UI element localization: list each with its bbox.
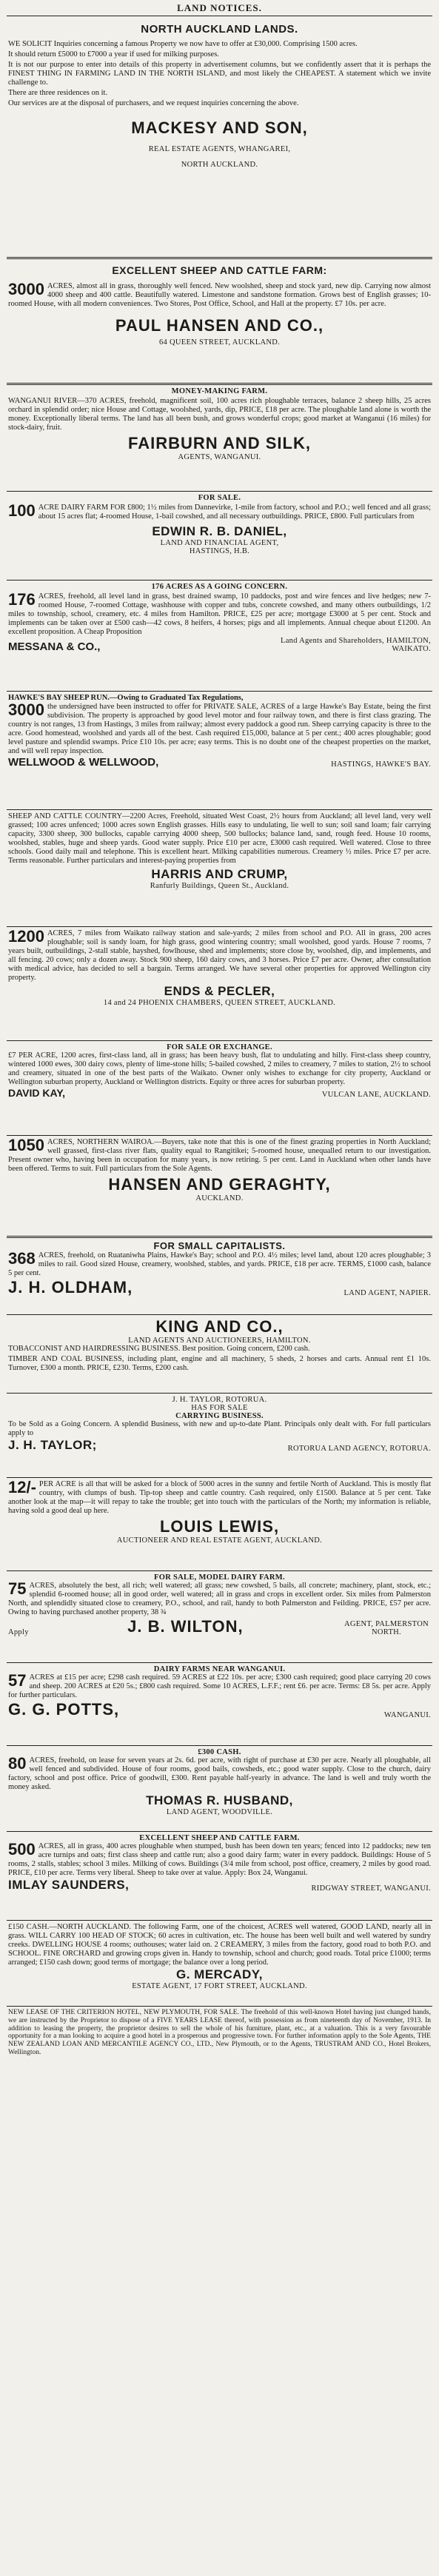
agent-name: J. H. TAYLOR; [8, 1437, 97, 1452]
ad-lead-figure: 176 [8, 590, 36, 609]
agent-name: EDWIN R. B. DANIEL, [152, 523, 287, 538]
ad-paragraph: WE SOLICIT Inquiries concerning a famous Property we now have to offer at £30,000. Comprising 1500 acres. [8, 40, 358, 48]
ad-lead-figure: 80 [8, 1754, 27, 1773]
ad-lead-figure: 3000 [8, 700, 44, 719]
agent-row [8, 1278, 431, 1297]
ad-body [8, 929, 431, 983]
agent-name: MESSANA & CO., [8, 640, 101, 653]
agent-name: HANSEN AND GERAGHTY, [108, 1174, 331, 1194]
ad-sheep-cattle-farm [7, 259, 432, 385]
agent-name: HARRIS AND CRUMP, [151, 866, 288, 881]
ad-paragraph: TIMBER AND COAL BUSINESS, including plant, engine and all machinery, 5 sheds, 2 horses and carts. Annual rent £1 10s. Turnover, £300 a month. PRICE, £230. Terms, £200 cash. [8, 1354, 431, 1372]
ad-body [8, 592, 431, 637]
ad-title: NORTH AUCKLAND LANDS. [141, 23, 298, 36]
ad-north-auckland-lands [7, 16, 432, 259]
ad-lead-figure: 75 [8, 1579, 27, 1598]
agent-row [8, 637, 431, 653]
ad-text: £150 CASH.—NORTH AUCKLAND. The following Farm, one of the choicest, ACRES well watered, GOOD LAND, nearly all in grass. WILL CARRY 100 HEAD OF STOCK; 60 acres in cultivation, etc. The house has been well built and well watered by sundry creeks. DWELLING HOUSE 4 rooms; outhouses; water laid on. 2 CREAMERY, 3 miles from the factory, good road to both P.O. and SCHOOL. FINE ORCHARD and growing crops given in. Handy to township, school and church; good roads. Total price £1000; terms arranged; £150 cash down; good terms of mortgage; the balance over a long period. [8, 1923, 431, 1967]
agent-name: G. G. POTTS, [8, 1699, 120, 1719]
agent-name: THOMAS R. HUSBAND, [146, 1793, 293, 1807]
ad-text: ACRES, freehold, on Ruataniwha Plains, Hawke's Bay; school and P.O. 4½ miles; level land, about 120 acres ploughable; 3 miles to rail. Good sized House, creamery, woolshed, stables, and yards. PRICE, £18 per acre. TERMS, £1000 cash, balance 5 per cent. [8, 1251, 431, 1277]
ad-money-making-farm [7, 385, 432, 492]
ad-lead-figure: 1050 [8, 1136, 44, 1154]
agent-row [8, 1087, 431, 1099]
ad-body [8, 40, 431, 108]
ad-text: ACRES, NORTHERN WAIROA.—Buyers, take note that this is one of the finest grazing properties in North Auckland; well grassed, first-class river flats, quality equal to Rangitikei; 5-roomed house, unequalled return to our investigation. Present owner who, having been in occupation for many years, is now retiring. 5 per cent. Land in Auckland when other lands have been offered. Terms to suit. Full particulars from the Sole Agents. [8, 1138, 431, 1173]
agent-address: AUCKLAND. [195, 1194, 244, 1202]
agent-row [8, 1700, 431, 1719]
ad-body [8, 501, 431, 521]
ad-body [8, 700, 431, 756]
agent-name: WELLWOOD & WELLWOOD, [8, 755, 159, 769]
agent-row [8, 1617, 431, 1636]
ad-line: J. H. TAYLOR, ROTORUA. [172, 1396, 267, 1404]
agent-name: PAUL HANSEN AND CO., [115, 315, 324, 335]
agent-location: HASTINGS, H.B. [189, 546, 250, 555]
ad-text: ACRES, 7 miles from Waikato railway station and sale-yards; 2 miles from school and P.O. All in grass, 200 acres ploughable; soil is sandy loam, for high grass, good wintering country; small woolshed, good yards. House 7 rooms, 7 years built, outbuildings, 2-stall stable, hayshed, fowlhouse, shed and implements; store close by, woolshed, dip, and implements, and all fencing. 20 cows; only a dozen away. Stock 900 sheep, 160 dairy cows, and 3 horses. Price £7 per acre. Owner, after consultation with medical advice, has decided to sell a bargain. Terms arranged. We have several other properties for approved Wellington city property. [8, 929, 431, 982]
ad-line: HAS FOR SALE [191, 1404, 248, 1412]
ad-body [8, 1138, 431, 1174]
agent-address: VULCAN LANE, AUCKLAND. [321, 1090, 431, 1099]
ad-paragraph: It is not our purpose to enter into details of this property in advertisement columns, but we confidently assert that it is perhaps the FINEST THING IN FARMING LAND IN THE NORTH ISLAND, and most likely the CHEAPEST. A statement which we invite challenge to. [8, 60, 431, 87]
ad-waikato-1200-acres [7, 927, 432, 1041]
agent-address: 64 QUEEN STREET, AUCKLAND. [158, 338, 281, 347]
ad-title: 176 ACRES AS A GOING CONCERN. [151, 583, 288, 591]
ad-north-auckland-cash [7, 1921, 432, 2007]
agent-address: LAND AGENTS AND AUCTIONEERS, HAMILTON. [128, 1336, 311, 1345]
ad-text: ACRES, freehold, all level land in grass, best drained swamp, 10 paddocks, post and wire fences and live hedges; new 7-roomed House, 7-roomed Cottage, washhouse with copper and tubs, concrete cowshed, and many others outbuildings, 1/2 miles to township, school, creamery, etc. 4 miles from Hamilton. PRICE, £25 per acre; mortgage £3000 at 5 per cent. Stock and implements can be taken over at £500 cash—42 cows, 8 heifers, 4 horses; pigs and all implements. Annual cheque about £1200. An excellent proposition. A Cheap Proposition [8, 592, 431, 636]
agent-location: NORTH AUCKLAND. [181, 160, 258, 169]
ad-title: £300 CASH. [198, 1748, 241, 1756]
section-header: LAND NOTICES. [7, 0, 432, 16]
ad-text: PER ACRE is all that will be asked for a block of 5000 acres in the sunny and fertile North of Auckland. This is mostly flat country, with clumps of bush. Tip-top sheep and cattle country. Cash required, only £1500. Balance at 5 per cent. Take another look at the map—it will repay to take the trouble; get into touch with the particulars of the North; my information is reliable, having sold a good deal up here. [8, 1480, 431, 1515]
ad-title: EXCELLENT SHEEP AND CATTLE FARM: [112, 264, 327, 276]
ad-body [8, 1480, 431, 1516]
agent-name: MACKESY AND SON, [131, 118, 308, 137]
ad-body [8, 1673, 431, 1700]
agent-address: REAL ESTATE AGENTS, WHANGAREI, [148, 144, 291, 153]
agent-address: AGENTS, WANGANUI. [178, 452, 261, 461]
ad-title: FOR SALE. [198, 494, 241, 502]
ad-title: DAIRY FARMS NEAR WANGANUI. [153, 1665, 286, 1673]
ad-body [8, 1579, 431, 1617]
ad-line: CARRYING BUSINESS. [175, 1412, 264, 1420]
ad-paragraph: It should return £5000 to £7000 a year if used for milking purposes. [8, 50, 219, 58]
ad-title: FOR SMALL CAPITALISTS. [153, 1240, 286, 1251]
ad-king-and-co [7, 1315, 432, 1394]
ad-going-concern [7, 581, 432, 692]
page [7, 0, 432, 2060]
agent-address: LAND AGENT, NAPIER. [344, 1288, 431, 1297]
ad-lead-figure: 12/- [8, 1478, 36, 1496]
ad-lead-figure: 500 [8, 1840, 36, 1859]
ad-title: MONEY-MAKING FARM. [171, 387, 268, 395]
ad-sheep-cattle-country [7, 810, 432, 927]
agent-row [8, 1878, 431, 1893]
ad-text: the undersigned have been instructed to offer for PRIVATE SALE, ACRES of a large Hawke's Bay Estate, being the first subdivision. The property is approached by good level motor and four railway town, and there is first class grazing. The country is not ranges, 13 from Hastings, 3 miles from railway; almost every paddock a good run. Sheep carrying capacity is three to the acre. Good homestead, woolshed and yards all of the best. Cash required £15,000, balance at 5 per cent.; 400 acres ploughable; good level pasture and splendid swamps. Price £10 10s. per acre; easy terms. This is no doubt one of the cheapest properties on the market, and will well repay inspection. [8, 702, 431, 755]
agent-address: LAND AGENT, WOODVILLE. [166, 1807, 273, 1816]
ad-title: EXCELLENT SHEEP AND CATTLE FARM. [139, 1834, 300, 1842]
ad-dairy-farms-wanganui [7, 1663, 432, 1746]
ad-excellent-sheep-cattle-farm [7, 1832, 432, 1921]
ad-paragraph: There are three residences on it. [8, 88, 108, 97]
ad-small-capitalists [7, 1238, 432, 1315]
ad-body [8, 1251, 431, 1278]
ad-text: ACRE DAIRY FARM FOR £800; 1½ miles from Dannevirke, 1-mile from factory, school and P.O.; well fenced and all grass; about 15 acres flat; 4-roomed House, 1-bail cowshed, and all necessary outbuildings. PRICE, £800. Full particulars from [38, 504, 431, 521]
ad-carrying-business [7, 1394, 432, 1478]
agent-address: HASTINGS, HAWKE'S BAY. [331, 760, 431, 769]
agent-address: AGENT, PALMERSTON NORTH. [344, 1619, 429, 1636]
ad-criterion-hotel [7, 2007, 432, 2060]
agent-name: G. MERCADY, [176, 1967, 263, 1981]
agent-name: J. B. WILTON, [127, 1616, 244, 1636]
agent-name: LOUIS LEWIS, [159, 1516, 280, 1536]
agent-name: ENDS & PECLER, [164, 983, 275, 998]
agent-name: DAVID KAY, [8, 1086, 66, 1099]
ad-lead-figure: 100 [8, 501, 36, 520]
ad-paragraph: TOBACCONIST AND HAIRDRESSING BUSINESS. Best position. Going concern, £200 cash. [8, 1345, 310, 1353]
ad-dairy-farm-dannevirke [7, 492, 432, 581]
ad-text: £7 PER ACRE, 1200 acres, first-class land, all in grass; has been heavy bush, flat to undulating and hilly. First-class sheep country, wintered 1000 ewes, 300 dairy cows, plenty of lime-stone hills; 5-bailed cowshed, 2 miles to creamery, 7 miles to station, 2½ to school and creamery, situated in one of the best parts of the Waikato. Owner only wishes to exchange for city property, Auckland or Wellington suburban property, Auckland or Wellington districts. Equity or three acres for suburban property. [8, 1051, 431, 1086]
ad-lead-figure: 3000 [8, 280, 44, 298]
ad-hawkes-bay-sheep-run [7, 692, 432, 810]
agent-address: WANGANUI. [383, 1710, 431, 1719]
agent-address: RIDGWAY STREET, WANGANUI. [311, 1884, 431, 1893]
ad-title: HAWKE'S BAY SHEEP RUN.—Owing to Graduated Tax Regulations, [8, 694, 244, 702]
ad-text: To be Sold as a Going Concern. A splendid Business, with new and up-to-date Plant. Principals only dealt with. For full particulars apply to [8, 1420, 431, 1437]
ad-text: ACRES, absolutely the best, all rich; well watered; all grass; new cowshed, 5 bails, all concrete; machinery, plant, stock, etc.; splendid 6-roomed house; all in good order, well watered; all in grass and crops in excellent order. Six miles from Palmerston North, and splendidly situated close to creamery, P.O., school, and rail, handy to both Palmerston and Feilding. PRICE, £57 per acre. Owing to having purchased another property, 38 ¾ [8, 1582, 431, 1616]
ad-text: SHEEP AND CATTLE COUNTRY—2200 Acres, Freehold, situated West Coast, 2½ hours from Auckland; all level land, very well grassed; 100 acres unfenced; 1000 acres sown English grasses. Hills easy to undulating, lie well to sun; soil sand loam; fair carrying capacity, 3300 sheep, 300 bullocks, capable carrying 4000 sheep, 500 bullocks; balance land, sand, rough feed. House 10 rooms, woolshed, stables, huge and sheep yards. Good water supply. Price £10 per acre, £3000 cash required. Well watered. Close to three schools. Good daily mail and telephone. This is excellent heart. Milking capabilities numerous. Creamery ½ miles. Price £7 per acre. Terms reasonable. Further particulars and interest-paying properties from [8, 812, 431, 865]
agent-address: AUCTIONEER AND REAL ESTATE AGENT, AUCKLAND. [116, 1536, 323, 1545]
ad-text: ACRES, all in grass, 400 acres ploughable when stumped, bush has been down ten years; fenced into 12 paddocks; new ten acre turnips and oats; first class sheep and cattle run; also a good dairy farm; water in every paddock. Buildings: House of 5 rooms, 2 stalls, stables; school 3 miles. Milking of cows. Buildings (3/4 mile from school, post office, creamery, 2 miles by good road. PRICE, £10 per acre. Terms very liberal. Sheep to take over at value. Apply: Box 24, Wanganui. [8, 1842, 431, 1877]
agent-name: IMLAY SAUNDERS, [8, 1877, 130, 1892]
ad-paragraph: Our services are at the disposal of purchasers, and we request inquiries concerning the above. [8, 98, 299, 107]
agent-name: FAIRBURN AND SILK, [128, 433, 311, 452]
ad-lead-figure: 1200 [8, 927, 44, 946]
agent-address: Ranfurly Buildings, Queen St., Auckland. [150, 881, 289, 890]
ad-north-of-auckland-block [7, 1478, 432, 1571]
agent-address: 14 and 24 PHOENIX CHAMBERS, QUEEN STREET, AUCKLAND. [103, 998, 336, 1007]
apply-label: Apply [8, 1627, 29, 1636]
ad-body [8, 282, 431, 309]
agent-row [8, 1438, 431, 1453]
agent-name: KING AND CO., [155, 1317, 284, 1336]
agent-address: Land Agents and Shareholders, HAMILTON, WAIKATO. [280, 636, 431, 653]
ad-text: ACRES, almost all in grass, thoroughly well fenced. New woolshed, sheep and stock yard, new dip. Carrying now almost 4000 sheep and 400 cattle. Beautifully watered. Limestone and sandstone formation. Grows best of English grasses; 10-roomed House, with all modern conveniences. Two Stores, Post Office, School, and Hall at the property. £7 10s. per acre. [8, 282, 431, 308]
ad-sale-or-exchange [7, 1041, 432, 1136]
ad-300-cash [7, 1746, 432, 1832]
ad-text: ACRES, freehold, on lease for seven years at 2s. 6d. per acre, with right of purchase at £30 per acre. Nearly all ploughable, all well fenced and subdivided. House of four rooms, good bails, cowsheds, etc.; good water supply. Close to the church, dairy factory, school and post office. Price of goodwill, £300. Rent payable half-yearly in advance. The land is well and truly worth the money asked. [8, 1756, 431, 1791]
ad-lead-figure: 57 [8, 1671, 27, 1690]
ad-title: FOR SALE OR EXCHANGE. [167, 1043, 272, 1051]
ad-model-dairy-farm [7, 1571, 432, 1663]
ad-title: FOR SALE, MODEL DAIRY FARM. [154, 1573, 285, 1582]
ad-text: ACRES at £15 per acre; £298 cash required. 59 ACRES at £22 10s. per acre; £300 cash required; good place carrying 20 cows and sheep. 200 ACRES at £20 5s.; £800 cash required. Some 10 ACRES, L.F.F.; rent £6. per acre. Terms: £8 5s. per acre. Apply for further particulars. [8, 1673, 431, 1699]
agent-name: J. H. OLDHAM, [8, 1277, 133, 1297]
agent-address: ROTORUA LAND AGENCY, ROTORUA. [287, 1444, 431, 1453]
agent-address: LAND AND FINANCIAL AGENT, [160, 538, 279, 547]
ad-text: NEW LEASE OF THE CRITERION HOTEL, NEW PLYMOUTH, FOR SALE. The freehold of this well-known Hotel having just changed hands, we are instructed by the Proprietor to dispose of a FIVE YEARS LEASE thereof, with possession as from nineteenth day of November, 1913. In addition to leasing the property, the proprietor desires to sell the whole of his furniture, plant, etc., at a valuation. This is a very favourable opportunity for a man looking to acquire a good hotel in a prosperous and progressive town. For further information apply to the Sole Agents, THE NEW ZEALAND LOAN AND MERCANTILE AGENCY CO., LTD., New Plymouth, or to the Agents, TRUSTRAM AND CO., Hotel Brokers, Wellington. [8, 2009, 431, 2057]
agent-row [8, 756, 431, 769]
ad-northern-wairoa [7, 1136, 432, 1238]
agent-address: ESTATE AGENT, 17 FORT STREET, AUCKLAND. [132, 1981, 307, 1990]
ad-body [8, 1842, 431, 1878]
ad-text: WANGANUI RIVER—370 ACRES, freehold, magnificent soil, 100 acres rich ploughable terraces, balance 2 sheep hills, 25 acres orchard in splendid order; nice House and Cottage, woolshed, yards, dip, PRICE, £18 per acre. The ploughable land alone is worth the money. Exceptionally liberal terms. The land has all been bush, and grows wonderful crops; good market at Wanganui (16 miles) for stock-dairy, fruit. [8, 397, 431, 432]
ad-body [8, 1345, 431, 1373]
ad-lead-figure: 368 [8, 1249, 36, 1268]
ad-body [8, 1756, 431, 1792]
